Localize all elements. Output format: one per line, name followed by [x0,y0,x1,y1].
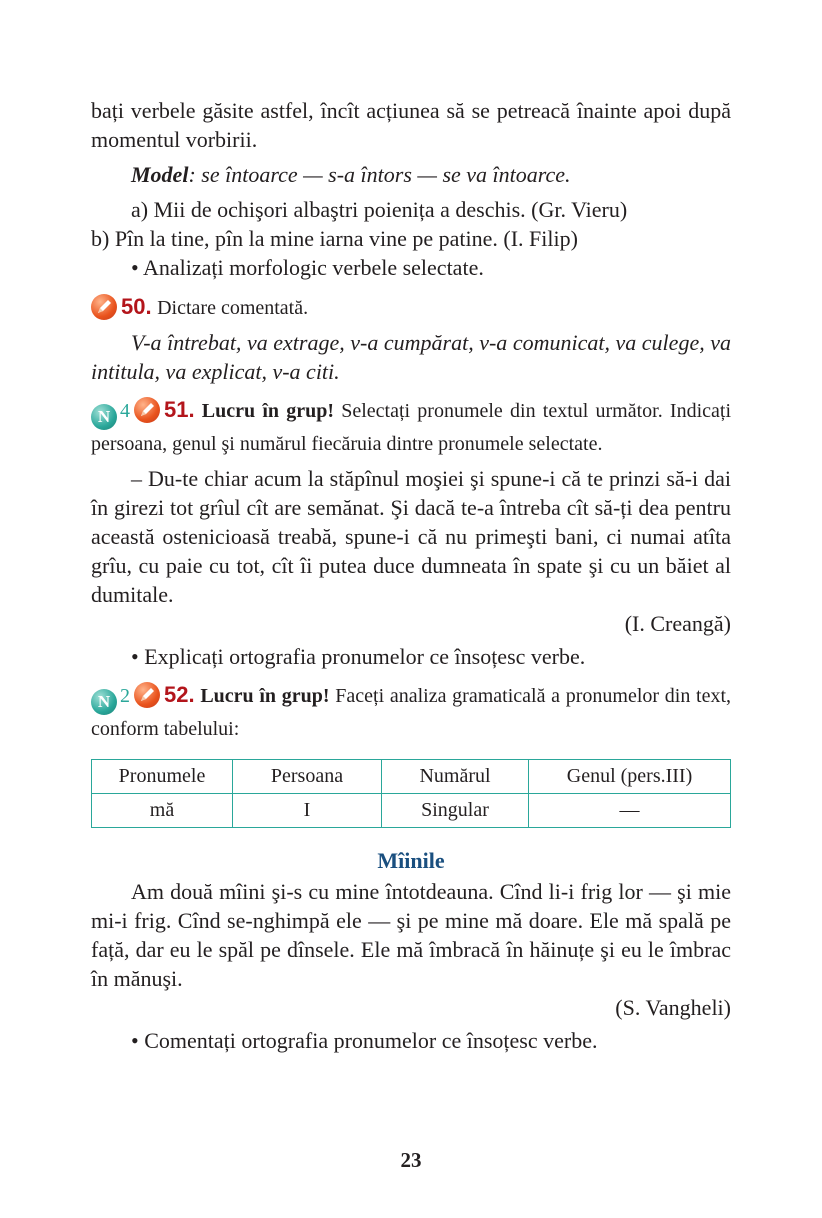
bullet-comment: • Comentați ortografia pronumelor ce însoțesc verbe. [131,1028,598,1053]
table-header-row [92,760,731,794]
pencil-icon [134,682,160,708]
table-cell: Singular [382,794,529,828]
intro-paragraph: bați verbele găsite astfel, încît acțiunea să se petreacă înainte apoi după momentul vorbirii. [91,98,731,152]
table-row [92,794,731,828]
sentence-a: a) Mii de ochişori albaştri poienița a deschis. (Gr. Vieru) [131,197,628,222]
table-header: Numărul [382,760,529,794]
creanga-passage: – Du-te chiar acum la stăpînul moşiei şi spune-i că te prinzi să-i dai în girezi tot grîul cît are semănat. Şi dacă te-a întreba cît să-ți dea pentru această ostenicioasă treabă, spune-i că nu primeşti bani, ci numai atîta grîu, cu paie cu tot, cît îi putea duce dumneata în spate şi cu un băiet al dumitale. [91,466,731,607]
exercise-number-52: 52. [164,682,195,707]
pencil-icon [134,397,160,423]
vangheli-source: (S. Vangheli) [615,995,731,1020]
exercise-51 [91,396,731,458]
model-line [91,160,731,189]
group-work-label: Lucru în grup! [200,685,330,707]
exercise-52 [91,681,731,743]
model-text: : se întoarce — s-a întors — se va întoarce. [188,162,571,187]
group-work-label: Lucru în grup! [201,400,335,422]
creanga-source: (I. Creangă) [624,611,731,636]
bullet-explain: • Explicați ortografia pronumelor ce însoțesc verbe. [131,644,586,669]
table-header: Genul (pers.III) [529,760,731,794]
exercise-50-instruction: Dictare comentată. [157,297,309,319]
vangheli-passage: Am două mîini şi-s cu mine întotdeauna. Cînd li-i frig lor — şi mie mi-i frig. Cînd se-nghimpă ele — şi pe mine mă doare. Ele mă spală pe față, dar eu le spăl pe dînsele. Ele mă îmbracă în hăinuțe şi eu le îmbrac în mănuşi. [91,879,731,991]
table-cell: — [529,794,731,828]
bullet-analyze: • Analizați morfologic verbele selectate. [131,255,484,280]
page-number: 23 [400,1148,422,1172]
table-cell: mă [92,794,233,828]
table-cell: I [233,794,382,828]
exercise-52-instruction: Faceți analiza gramaticală a pronumelor din text, conform tabelului: [91,685,732,740]
n-count: 2 [120,685,130,707]
text-title: Mîinile [377,848,445,873]
n-badge-icon: N [91,404,117,430]
exercise-number-50: 50. [121,294,152,319]
sentence-b: b) Pîn la tine, pîn la mine iarna vine pe patine. (I. Filip) [91,226,578,251]
table-header: Pronumele [92,760,233,794]
n-count: 4 [120,400,130,422]
pencil-icon [91,294,117,320]
exercise-51-instruction: Selectați pronumele din textul următor. Indicați persoana, genul şi numărul fiecăruia dintre pronumele selectate. [91,400,732,455]
exercise-50 [91,292,731,322]
pronoun-table [91,759,731,828]
exercise-50-text: V-a întrebat, va extrage, v-a cumpărat, v-a comunicat, va culege, va intitula, va explicat, v-a citi. [91,330,731,384]
table-header: Persoana [233,760,382,794]
n-badge-icon: N [91,689,117,715]
exercise-number-51: 51. [164,397,195,422]
model-label: Model [131,162,189,187]
page-content [91,96,731,1055]
